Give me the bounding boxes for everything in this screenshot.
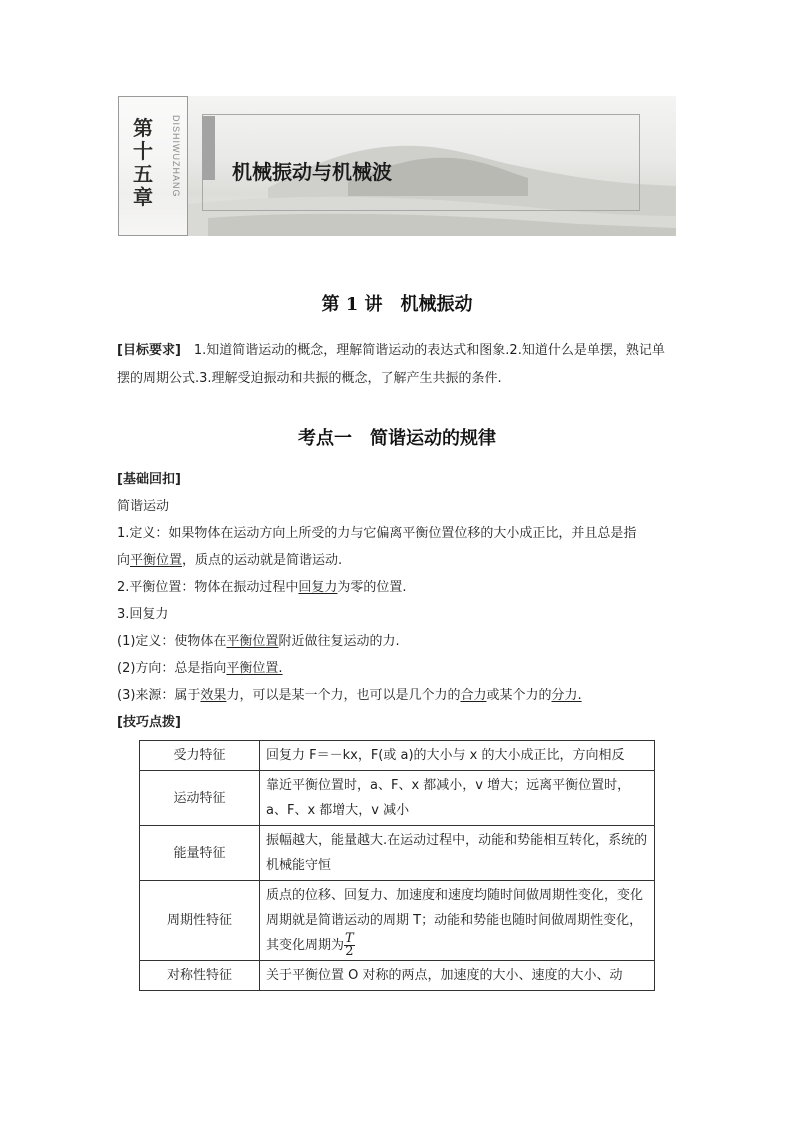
table-key: 周期性特征: [140, 881, 260, 961]
chapter-pinyin: DISHIWUZHANG: [171, 115, 181, 198]
table-key: 受力特征: [140, 741, 260, 771]
blank-answer: 分力.: [551, 688, 582, 703]
learning-goals: [117, 337, 677, 393]
restoring-source: (3)来源：属于效果力，可以是某一个力，也可以是几个力的合力或某个力的分力.: [117, 688, 582, 703]
blank-answer: 平衡位置.: [226, 661, 283, 676]
table-value: 关于平衡位置 O 对称的两点，加速度的大小、速度的大小、动: [260, 961, 655, 991]
restoring-definition: (1)定义：使物体在平衡位置附近做往复运动的力.: [117, 634, 400, 649]
goal-text: 1.知道简谐运动的概念，理解简谐运动的表达式和图象.2.知道什么是单摆，熟记单摆的周期公式.3.理解受迫振动和共振的概念，了解产生共振的条件.: [117, 343, 665, 386]
chapter-title: 机械振动与机械波: [232, 160, 392, 184]
table-row: [140, 826, 655, 881]
equilibrium-line: 2.平衡位置：物体在振动过程中回复力为零的位置.: [117, 580, 407, 595]
fraction-t-over-2: $\frac{T}{2}$: [345, 931, 354, 959]
basics-heading: 简谐运动: [117, 499, 170, 514]
period-text: 质点的位移、回复力、加速度和速度均随时间做周期性变化，变化周期就是简谐运动的周期 T；动能和势能也随时间做周期性变化，其变化周期为: [266, 888, 644, 953]
table-row: [140, 741, 655, 771]
blank-answer: 平衡位置: [226, 634, 279, 649]
table-key: 运动特征: [140, 771, 260, 826]
definition-line-1: 1.定义：如果物体在运动方向上所受的力与它偏离平衡位置位移的大小成正比，并且总是指: [117, 526, 637, 541]
blank-answer: 回复力: [298, 580, 338, 595]
table-key: 对称性特征: [140, 961, 260, 991]
table-row: [140, 771, 655, 826]
goal-tag: [目标要求]: [117, 343, 181, 358]
table-row: [140, 881, 655, 961]
definition-line-2: 向平衡位置，质点的运动就是简谐运动.: [117, 553, 343, 568]
blank-answer: 效果: [200, 688, 227, 703]
tips-tag: [技巧点拨]: [117, 715, 181, 730]
lecture-title: 第 1 讲 机械振动: [321, 294, 473, 315]
blank-answer: 合力: [460, 688, 487, 703]
chapter-banner: [118, 96, 676, 236]
blank-answer: 平衡位置: [130, 553, 183, 568]
table-row: [140, 961, 655, 991]
table-value: [260, 881, 655, 961]
section-title: 考点一 简谐运动的规律: [298, 428, 496, 449]
table-value: 振幅越大，能量越大.在运动过程中，动能和势能相互转化，系统的机械能守恒: [260, 826, 655, 881]
restoring-force-heading: 3.回复力: [117, 607, 169, 622]
basics-tag: [基础回扣]: [117, 472, 181, 487]
chapter-number-box: [118, 96, 188, 236]
table-value: 回复力 F＝－kx，F(或 a)的大小与 x 的大小成正比，方向相反: [260, 741, 655, 771]
table-key: 能量特征: [140, 826, 260, 881]
chapter-label: 第十五章: [133, 116, 153, 209]
tips-table: [139, 740, 655, 991]
basics-section: [117, 466, 677, 736]
table-value: 靠近平衡位置时，a、F、x 都减小，v 增大；远离平衡位置时，a、F、x 都增大，v 减小: [260, 771, 655, 826]
restoring-direction: (2)方向：总是指向平衡位置.: [117, 661, 283, 676]
chapter-title-accent-bar: [202, 116, 215, 180]
